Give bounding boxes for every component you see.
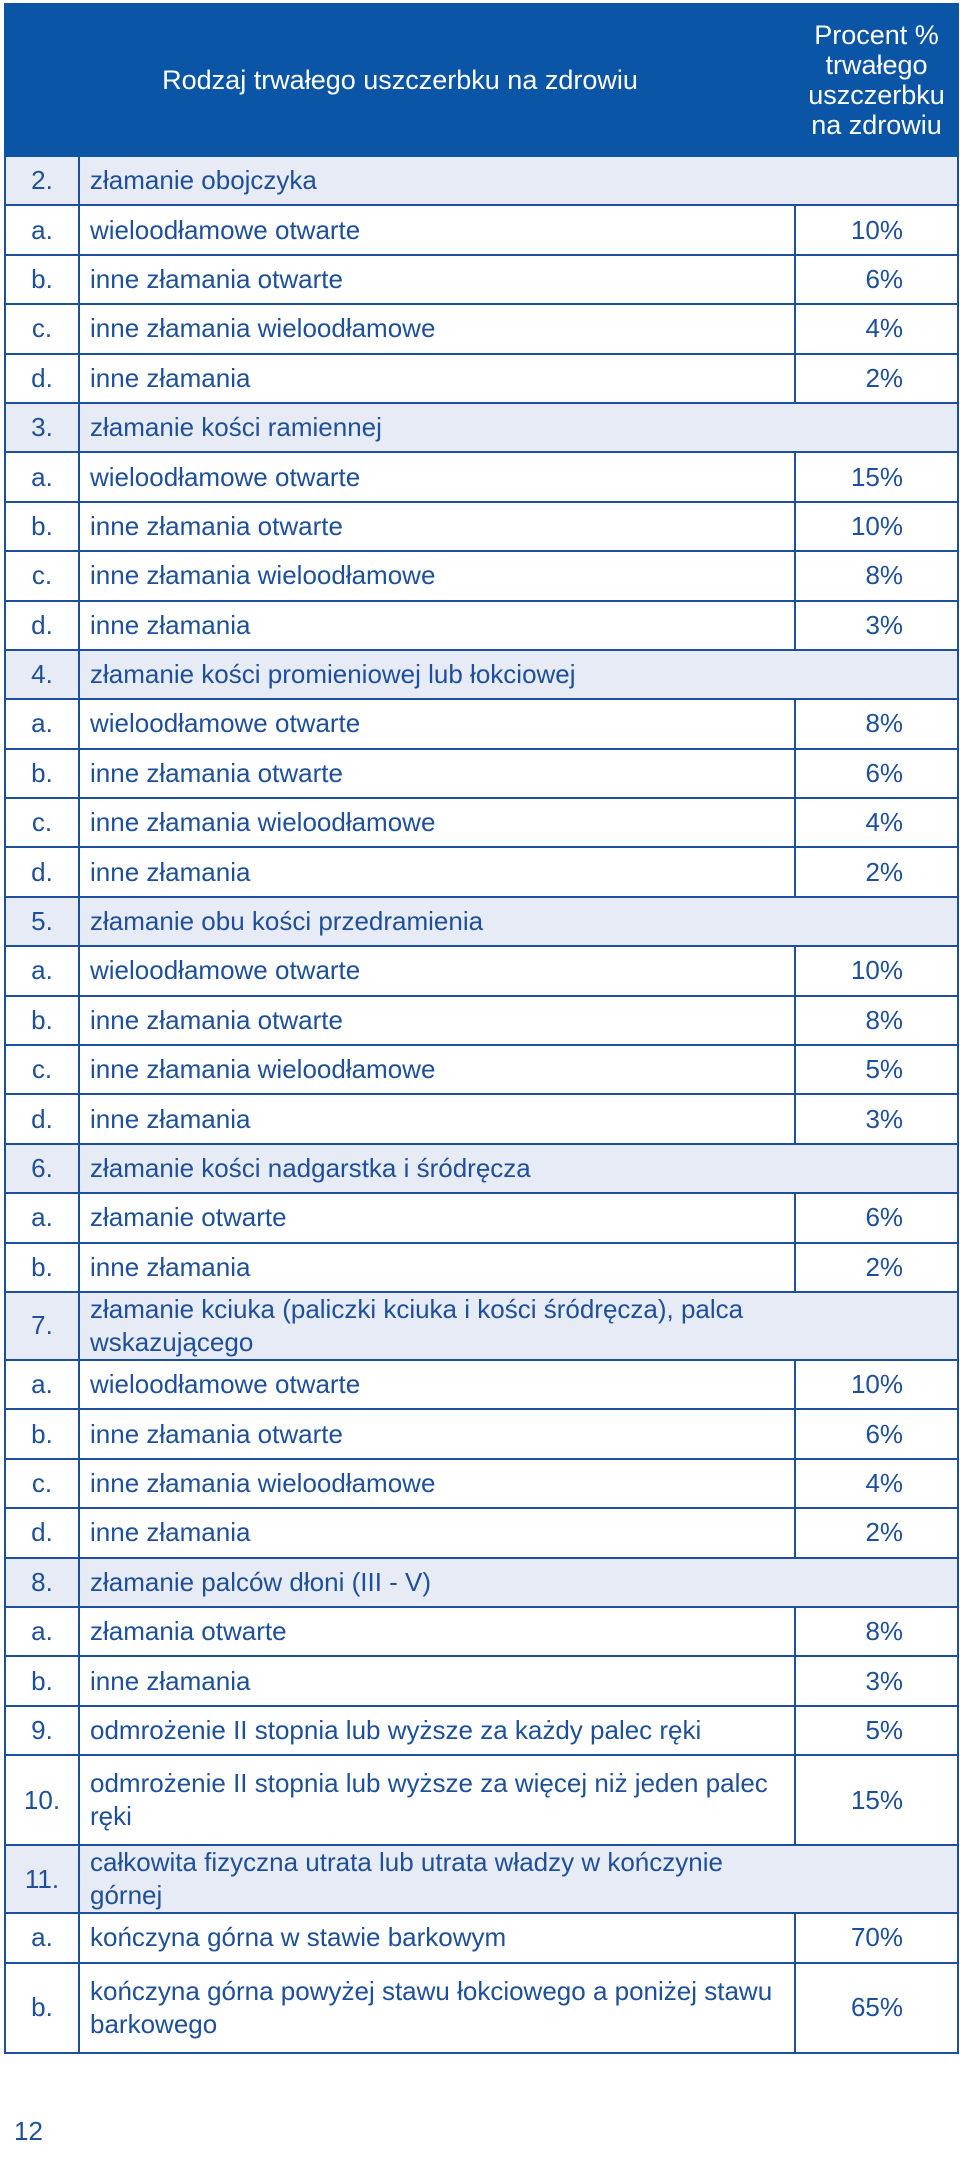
row-description: inne złamania bbox=[79, 1243, 795, 1292]
row-number: b. bbox=[5, 1409, 79, 1458]
row-number: b. bbox=[5, 1963, 79, 2053]
row-number: 5. bbox=[5, 897, 79, 946]
row-percentage: 6% bbox=[795, 1409, 958, 1458]
row-number: b. bbox=[5, 1656, 79, 1705]
row-percentage: 6% bbox=[795, 749, 958, 798]
row-percentage: 2% bbox=[795, 1508, 958, 1557]
row-percentage: 5% bbox=[795, 1706, 958, 1755]
table-row bbox=[5, 354, 958, 403]
row-description: złamanie palców dłoni (III - V) bbox=[79, 1558, 795, 1607]
row-number: a. bbox=[5, 1913, 79, 1962]
row-number: 6. bbox=[5, 1144, 79, 1193]
row-percentage: 8% bbox=[795, 1607, 958, 1656]
row-number: 7. bbox=[5, 1292, 79, 1360]
row-number: 2. bbox=[5, 156, 79, 205]
row-description: wieloodłamowe otwarte bbox=[79, 205, 795, 254]
table-category-row bbox=[5, 897, 958, 946]
row-description: inne złamania bbox=[79, 1508, 795, 1557]
row-percentage: 6% bbox=[795, 1193, 958, 1242]
table-row bbox=[5, 502, 958, 551]
row-number: a. bbox=[5, 1193, 79, 1242]
header-percent-line: uszczerbku bbox=[808, 80, 945, 110]
row-percentage: 2% bbox=[795, 1243, 958, 1292]
row-description: inne złamania otwarte bbox=[79, 749, 795, 798]
row-percentage: 2% bbox=[795, 847, 958, 896]
row-percentage: 15% bbox=[795, 452, 958, 501]
row-description: kończyna górna w stawie barkowym bbox=[79, 1913, 795, 1962]
row-percentage bbox=[795, 1558, 958, 1607]
header-percent-line: Procent % bbox=[814, 20, 939, 50]
row-number: 10. bbox=[5, 1755, 79, 1845]
row-description: inne złamania bbox=[79, 1656, 795, 1705]
table-row bbox=[5, 551, 958, 600]
row-description: odmrożenie II stopnia lub wyższe za więcej niż jeden palec ręki bbox=[79, 1755, 795, 1845]
table-category-row bbox=[5, 1292, 958, 1360]
table-category-row bbox=[5, 650, 958, 699]
table-row bbox=[5, 749, 958, 798]
row-percentage bbox=[795, 897, 958, 946]
table-row bbox=[5, 1656, 958, 1705]
row-description: inne złamania otwarte bbox=[79, 502, 795, 551]
row-percentage bbox=[795, 1292, 958, 1360]
row-percentage: 4% bbox=[795, 798, 958, 847]
row-percentage bbox=[795, 650, 958, 699]
row-description: wieloodłamowe otwarte bbox=[79, 699, 795, 748]
table-row bbox=[5, 699, 958, 748]
row-description: inne złamania bbox=[79, 847, 795, 896]
row-number: c. bbox=[5, 1459, 79, 1508]
row-description: złamanie kości ramiennej bbox=[79, 403, 795, 452]
row-number: a. bbox=[5, 1607, 79, 1656]
row-description: inne złamania wieloodłamowe bbox=[79, 1045, 795, 1094]
row-percentage: 10% bbox=[795, 946, 958, 995]
table-category-row bbox=[5, 403, 958, 452]
injury-percentage-table bbox=[4, 3, 959, 2054]
header-percent-line: trwałego bbox=[825, 50, 928, 80]
table-row bbox=[5, 847, 958, 896]
row-number: 3. bbox=[5, 403, 79, 452]
row-percentage: 6% bbox=[795, 255, 958, 304]
row-number: b. bbox=[5, 749, 79, 798]
row-description: inne złamania wieloodłamowe bbox=[79, 551, 795, 600]
row-description: wieloodłamowe otwarte bbox=[79, 946, 795, 995]
row-number: b. bbox=[5, 1243, 79, 1292]
row-number: 4. bbox=[5, 650, 79, 699]
table-row bbox=[5, 1409, 958, 1458]
row-description: całkowita fizyczna utrata lub utrata władzy w kończynie górnej bbox=[79, 1845, 795, 1913]
table-header-row bbox=[5, 4, 958, 156]
header-injury-type: Rodzaj trwałego uszczerbku na zdrowiu bbox=[5, 4, 795, 156]
row-description: złamanie obojczyka bbox=[79, 156, 795, 205]
table-row bbox=[5, 601, 958, 650]
table-category-row bbox=[5, 1845, 958, 1913]
row-number: d. bbox=[5, 847, 79, 896]
row-description: inne złamania bbox=[79, 1094, 795, 1143]
row-number: 11. bbox=[5, 1845, 79, 1913]
table-row bbox=[5, 1243, 958, 1292]
table-row bbox=[5, 996, 958, 1045]
header-percent bbox=[795, 4, 958, 156]
table-row bbox=[5, 1045, 958, 1094]
table-row bbox=[5, 798, 958, 847]
row-description: inne złamania wieloodłamowe bbox=[79, 1459, 795, 1508]
table-row bbox=[5, 946, 958, 995]
row-percentage: 15% bbox=[795, 1755, 958, 1845]
row-description: złamanie obu kości przedramienia bbox=[79, 897, 795, 946]
row-number: 9. bbox=[5, 1706, 79, 1755]
row-description: inne złamania bbox=[79, 354, 795, 403]
row-number: d. bbox=[5, 354, 79, 403]
row-description: inne złamania otwarte bbox=[79, 255, 795, 304]
row-description: złamanie kciuka (paliczki kciuka i kości śródręcza), palca wskazującego bbox=[79, 1292, 795, 1360]
row-number: c. bbox=[5, 551, 79, 600]
table-row bbox=[5, 1360, 958, 1409]
row-percentage bbox=[795, 156, 958, 205]
page-number: 12 bbox=[14, 2116, 43, 2146]
row-percentage: 2% bbox=[795, 354, 958, 403]
row-percentage: 5% bbox=[795, 1045, 958, 1094]
table-row bbox=[5, 452, 958, 501]
row-description: kończyna górna powyżej stawu łokciowego a poniżej stawu barkowego bbox=[79, 1963, 795, 2053]
table-row bbox=[5, 1094, 958, 1143]
row-percentage: 10% bbox=[795, 1360, 958, 1409]
row-number: a. bbox=[5, 699, 79, 748]
table-row bbox=[5, 1706, 958, 1755]
table-row bbox=[5, 255, 958, 304]
table-row bbox=[5, 1755, 958, 1845]
row-description: wieloodłamowe otwarte bbox=[79, 1360, 795, 1409]
row-number: a. bbox=[5, 946, 79, 995]
table-row bbox=[5, 304, 958, 353]
row-number: c. bbox=[5, 1045, 79, 1094]
row-number: a. bbox=[5, 205, 79, 254]
table-row bbox=[5, 1508, 958, 1557]
row-description: inne złamania otwarte bbox=[79, 1409, 795, 1458]
row-description: inne złamania otwarte bbox=[79, 996, 795, 1045]
header-percent-line: na zdrowiu bbox=[811, 110, 942, 140]
table-body bbox=[5, 156, 958, 2053]
row-percentage: 65% bbox=[795, 1963, 958, 2053]
table-category-row bbox=[5, 156, 958, 205]
row-number: b. bbox=[5, 502, 79, 551]
table-row bbox=[5, 1913, 958, 1962]
table-row bbox=[5, 1607, 958, 1656]
row-description: inne złamania wieloodłamowe bbox=[79, 798, 795, 847]
row-number: a. bbox=[5, 1360, 79, 1409]
table-row bbox=[5, 205, 958, 254]
row-description: inne złamania bbox=[79, 601, 795, 650]
row-percentage: 3% bbox=[795, 1656, 958, 1705]
row-percentage: 10% bbox=[795, 502, 958, 551]
row-number: 8. bbox=[5, 1558, 79, 1607]
row-percentage: 4% bbox=[795, 304, 958, 353]
row-description: wieloodłamowe otwarte bbox=[79, 452, 795, 501]
row-percentage: 4% bbox=[795, 1459, 958, 1508]
table-row bbox=[5, 1459, 958, 1508]
row-description: złamanie kości nadgarstka i śródręcza bbox=[79, 1144, 795, 1193]
row-description: inne złamania wieloodłamowe bbox=[79, 304, 795, 353]
row-number: d. bbox=[5, 1094, 79, 1143]
row-percentage: 8% bbox=[795, 551, 958, 600]
row-description: złamanie otwarte bbox=[79, 1193, 795, 1242]
row-number: b. bbox=[5, 996, 79, 1045]
row-number: d. bbox=[5, 1508, 79, 1557]
row-number: c. bbox=[5, 798, 79, 847]
row-number: c. bbox=[5, 304, 79, 353]
row-description: złamanie kości promieniowej lub łokciowej bbox=[79, 650, 795, 699]
row-percentage: 3% bbox=[795, 1094, 958, 1143]
row-description: złamania otwarte bbox=[79, 1607, 795, 1656]
row-percentage: 8% bbox=[795, 699, 958, 748]
row-description: odmrożenie II stopnia lub wyższe za każdy palec ręki bbox=[79, 1706, 795, 1755]
table-row bbox=[5, 1193, 958, 1242]
row-percentage bbox=[795, 1144, 958, 1193]
row-percentage bbox=[795, 403, 958, 452]
row-number: d. bbox=[5, 601, 79, 650]
row-number: b. bbox=[5, 255, 79, 304]
row-percentage bbox=[795, 1845, 958, 1913]
row-percentage: 3% bbox=[795, 601, 958, 650]
row-percentage: 70% bbox=[795, 1913, 958, 1962]
table-category-row bbox=[5, 1144, 958, 1193]
table-category-row bbox=[5, 1558, 958, 1607]
table-row bbox=[5, 1963, 958, 2053]
row-number: a. bbox=[5, 452, 79, 501]
row-percentage: 8% bbox=[795, 996, 958, 1045]
row-percentage: 10% bbox=[795, 205, 958, 254]
